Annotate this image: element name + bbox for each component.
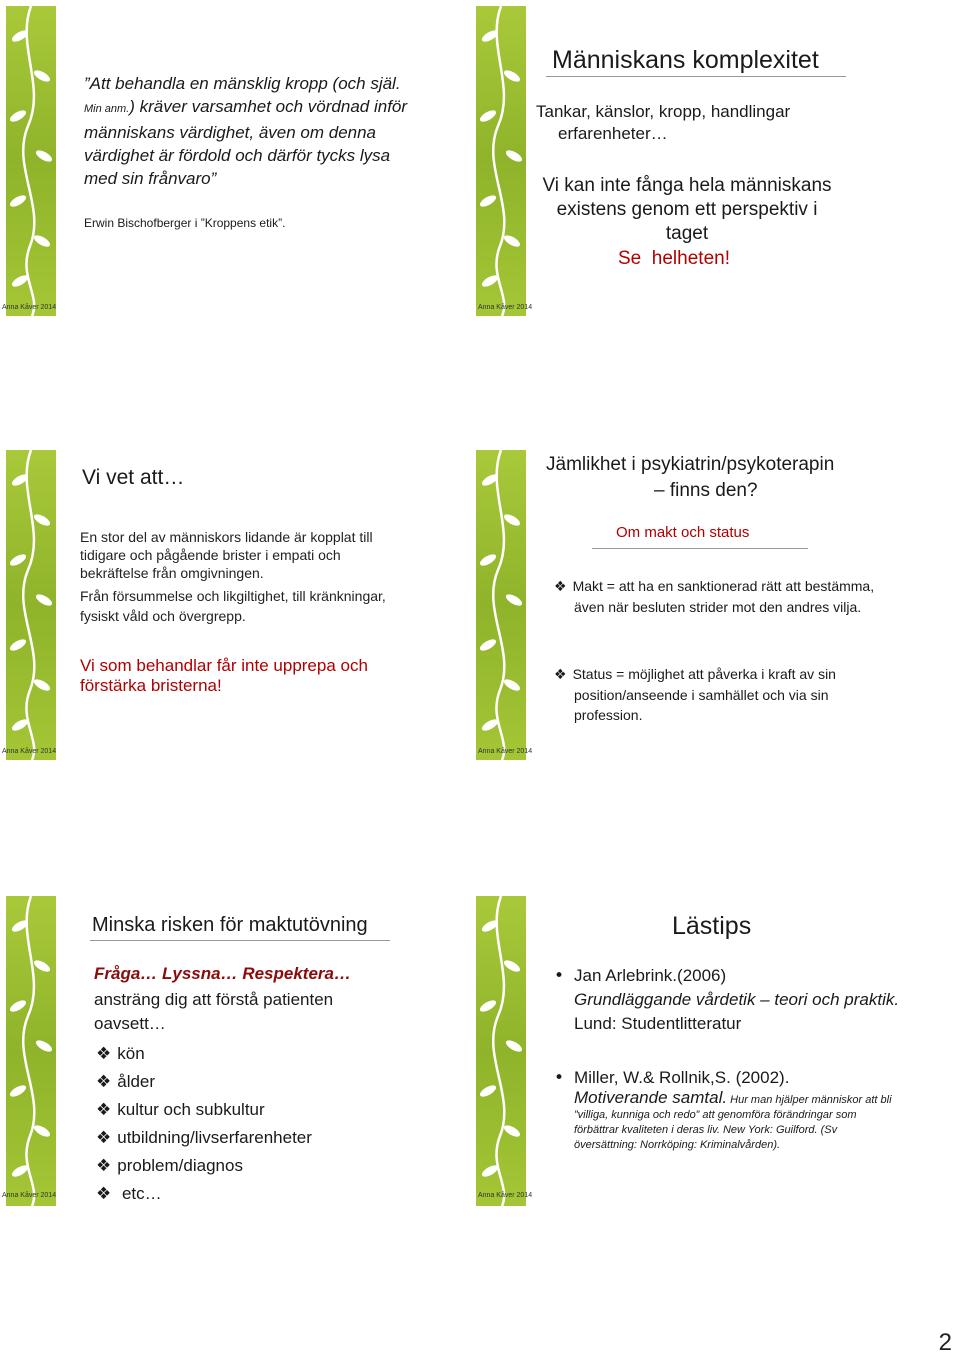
complexity-line-1: Tankar, känslor, kropp, handlingar — [536, 102, 791, 121]
list-item-text: problem/diagnos — [117, 1156, 243, 1175]
diamond-bullet-icon: ❖ — [554, 579, 567, 595]
slide-4 — [476, 450, 900, 760]
list-item — [96, 1124, 312, 1152]
quote-open: ”Att behandla en mänsklig kropp (och själ. — [84, 74, 401, 93]
title-underline — [90, 940, 390, 941]
diamond-bullet-icon: ❖ — [96, 1100, 112, 1120]
slide-title-line-1: Jämlikhet i psykiatrin/psykoterapin — [546, 454, 835, 475]
diamond-bullet-icon: ❖ — [96, 1128, 112, 1148]
leaf-decoration — [476, 6, 526, 316]
suffering-paragraph: En stor del av människors lidande är kopplat till tidigare och pågående brister i empati och bekräftelse från omgivningen. — [80, 529, 373, 581]
diamond-bullet-icon: ❖ — [96, 1156, 112, 1176]
reference-1 — [554, 964, 900, 1036]
bullet-power — [554, 576, 894, 617]
quote-rest: ) kräver varsamhet och vördnad inför människans värdighet, även om denna värdighet är fördold och därför tycks lysa med sin frånvaro” — [84, 97, 408, 188]
reference-title: Grundläggande vårdetik – teori och praktik. — [574, 990, 900, 1009]
perspective-text: Vi kan inte fånga hela människans existens genom ett perspektiv i taget — [542, 175, 832, 244]
quote-text — [84, 72, 419, 190]
list-item — [96, 1152, 312, 1180]
slide-2 — [476, 6, 900, 316]
diamond-bullet-icon: ❖ — [554, 667, 567, 683]
footer-credit: Anna Kåver 2014 — [2, 748, 57, 755]
reference-author: Miller, W.& Rollnik,S. (2002). — [574, 1068, 790, 1087]
slide-5 — [6, 896, 430, 1206]
page-number: 2 — [938, 1329, 952, 1356]
list-item-text: etc… — [117, 1184, 162, 1203]
reference-title: Motiverande samtal. — [574, 1088, 728, 1107]
list-item-text: utbildning/livserfarenheter — [117, 1128, 312, 1147]
slide-6 — [476, 896, 900, 1206]
slide-title-line-2: – finns den? — [654, 480, 758, 501]
footer-credit: Anna Kåver 2014 — [2, 1192, 57, 1199]
leaf-decoration — [476, 896, 526, 1206]
list-item-text: kön — [117, 1044, 145, 1063]
neglect-paragraph: Från försummelse och likgiltighet, till kränkningar, fysiskt våld och övergrepp. — [80, 588, 386, 624]
footer-credit: Anna Kåver 2014 — [478, 748, 533, 755]
leaf-decoration — [6, 6, 56, 316]
footer-credit: Anna Kåver 2014 — [478, 304, 533, 311]
reference-author: Jan Arlebrink.(2006) — [574, 966, 727, 985]
title-underline — [546, 76, 846, 77]
bullet-text: Status = möjlighet att påverka i kraft av sin position/anseende i samhället och via sin profession. — [572, 666, 836, 723]
list-item — [96, 1040, 312, 1068]
slide-title: Vi vet att… — [82, 466, 185, 489]
bullet-dot-icon: • — [554, 1068, 565, 1088]
bullet-dot-icon: • — [554, 966, 565, 986]
subtitle: Om makt och status — [616, 524, 750, 541]
list-item — [96, 1096, 312, 1124]
diamond-bullet-icon: ❖ — [96, 1072, 112, 1092]
leaf-decoration — [476, 450, 526, 760]
slide-3 — [6, 450, 430, 760]
complexity-line-2: erfarenheter… — [558, 124, 668, 143]
list-item-text: kultur och subkultur — [117, 1100, 265, 1119]
footer-credit: Anna Kåver 2014 — [478, 1192, 533, 1199]
factor-list — [96, 1040, 312, 1206]
reference-2 — [554, 1066, 894, 1153]
leaf-decoration — [6, 450, 56, 760]
quote-attribution: Erwin Bischofberger i ”Kroppens etik”. — [84, 216, 286, 230]
conclusion-text: Vi som behandlar får inte upprepa och förstärka bristerna! — [80, 656, 368, 695]
reference-publisher: Lund: Studentlitteratur — [574, 1014, 742, 1033]
diamond-bullet-icon: ❖ — [96, 1044, 112, 1064]
bullet-status — [554, 664, 894, 725]
diamond-bullet-icon: ❖ — [96, 1184, 112, 1204]
reference-description: Hur man hjälper människor att bli ”villiga, kunniga och redo” att genomföra förändringar som förbättrar kvaliteten i deras liv. New York: Guilford. (Sv översättning: Norrköping: Kriminalvården). — [574, 1094, 892, 1151]
slide-1 — [6, 6, 430, 316]
list-item-text: ålder — [117, 1072, 156, 1091]
author-note: Min anm. — [84, 103, 130, 115]
intro-text: ansträng dig att förstå patienten oavsett… — [94, 990, 334, 1033]
subtitle-underline — [592, 548, 808, 549]
leaf-decoration — [6, 896, 56, 1206]
footer-credit: Anna Kåver 2014 — [2, 304, 57, 311]
slide-title: Minska risken för maktutövning — [92, 914, 368, 936]
emphasis-text: Fråga… Lyssna… Respektera… — [94, 964, 351, 983]
list-item — [96, 1180, 312, 1206]
bullet-text: Makt = att ha en sanktionerad rätt att bestämma, även när besluten strider mot den andres vilja. — [572, 578, 875, 615]
slide-title: Människans komplexitet — [552, 46, 819, 74]
highlight-text: Se helheten! — [618, 248, 730, 269]
list-item — [96, 1068, 312, 1096]
slide-title: Lästips — [672, 912, 752, 940]
